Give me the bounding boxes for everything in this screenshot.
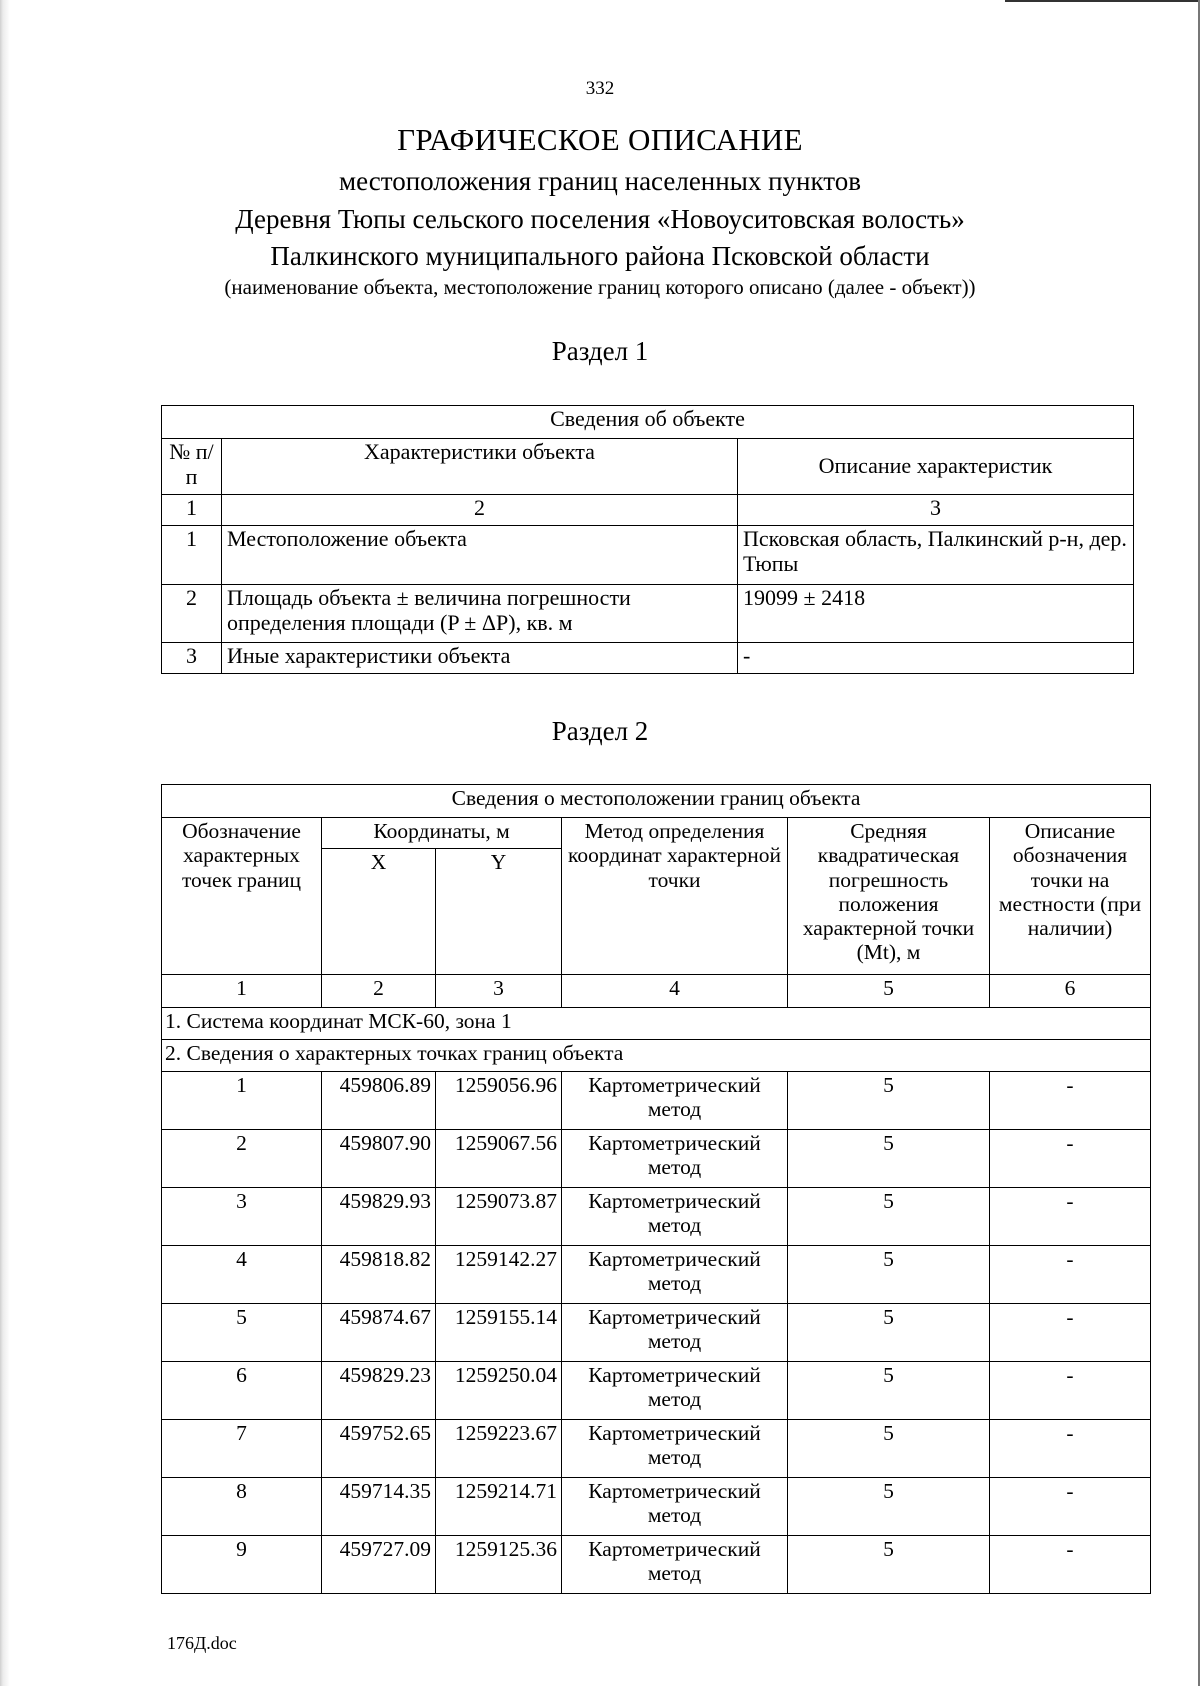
mt: 5 — [788, 1188, 990, 1246]
boundary-points-table — [161, 784, 1151, 1594]
table-row — [162, 1072, 1151, 1130]
mt: 5 — [788, 1130, 990, 1188]
row-num: 1 — [162, 526, 222, 585]
header-x: X — [322, 849, 436, 975]
point-description: - — [990, 1478, 1151, 1536]
page-number: 332 — [585, 78, 615, 99]
subtitle-line-3: Палкинского муниципального района Псковской области — [270, 241, 930, 271]
coord-y: 1259223.67 — [436, 1420, 562, 1478]
coord-y: 1259073.87 — [436, 1188, 562, 1246]
table-row — [162, 1478, 1151, 1536]
section-2-heading: Раздел 2 — [551, 716, 649, 746]
point-id: 1 — [162, 1072, 322, 1130]
header-description: Описание обозначения точки на местности (при наличии) — [990, 818, 1151, 975]
row-characteristic: Площадь объекта ± величина погрешности определения площади (P ± ΔP), кв. м — [222, 585, 738, 643]
point-description: - — [990, 1130, 1151, 1188]
row-description: Псковская область, Палкинский р-н, дер. Тюпы — [738, 526, 1134, 585]
table-row — [162, 1188, 1151, 1246]
row-description: - — [738, 643, 1134, 674]
point-id: 2 — [162, 1130, 322, 1188]
header-num: № п/п — [162, 439, 222, 495]
row-num: 2 — [162, 585, 222, 643]
method: Картометрический метод — [562, 1304, 788, 1362]
index-cell: 1 — [162, 975, 322, 1008]
coord-x: 459806.89 — [322, 1072, 436, 1130]
coord-x: 459752.65 — [322, 1420, 436, 1478]
header-point: Обозначение характерных точек границ — [162, 818, 322, 975]
coord-y: 1259250.04 — [436, 1362, 562, 1420]
mt: 5 — [788, 1420, 990, 1478]
table-row — [162, 1362, 1151, 1420]
coord-x: 459829.93 — [322, 1188, 436, 1246]
mt: 5 — [788, 1246, 990, 1304]
header-coords: Координаты, м — [322, 818, 562, 849]
point-id: 3 — [162, 1188, 322, 1246]
index-cell: 2 — [322, 975, 436, 1008]
point-id: 6 — [162, 1362, 322, 1420]
method: Картометрический метод — [562, 1188, 788, 1246]
index-cell: 1 — [162, 495, 222, 526]
method: Картометрический метод — [562, 1362, 788, 1420]
point-description: - — [990, 1188, 1151, 1246]
row-characteristic: Местоположение объекта — [222, 526, 738, 585]
point-id: 8 — [162, 1478, 322, 1536]
point-id: 4 — [162, 1246, 322, 1304]
row-num: 3 — [162, 643, 222, 674]
point-description: - — [990, 1304, 1151, 1362]
coord-y: 1259155.14 — [436, 1304, 562, 1362]
coord-y: 1259125.36 — [436, 1536, 562, 1594]
coord-y: 1259142.27 — [436, 1246, 562, 1304]
subtitle-line-2: Деревня Тюпы сельского поселения «Новоуситовская волость» — [235, 204, 965, 234]
subtitle-note: (наименование объекта, местоположение границ которого описано (далее - объект)) — [224, 275, 976, 299]
points-heading: 2. Сведения о характерных точках границ объекта — [162, 1040, 1151, 1072]
object-info-table-title: Сведения об объекте — [162, 406, 1134, 439]
scan-top-edge — [1005, 0, 1200, 2]
mt: 5 — [788, 1478, 990, 1536]
table-row — [162, 643, 1134, 674]
table-row — [162, 1536, 1151, 1594]
index-cell: 3 — [436, 975, 562, 1008]
point-id: 9 — [162, 1536, 322, 1594]
mt: 5 — [788, 1362, 990, 1420]
table-row — [162, 585, 1134, 643]
method: Картометрический метод — [562, 1478, 788, 1536]
header-description: Описание характеристик — [738, 439, 1134, 495]
boundary-table-title: Сведения о местоположении границ объекта — [162, 785, 1151, 818]
coord-x: 459807.90 — [322, 1130, 436, 1188]
index-cell: 6 — [990, 975, 1151, 1008]
file-name-footer: 176Д.doc — [167, 1633, 237, 1653]
row-description: 19099 ± 2418 — [738, 585, 1134, 643]
mt: 5 — [788, 1072, 990, 1130]
mt: 5 — [788, 1304, 990, 1362]
point-description: - — [990, 1536, 1151, 1594]
point-description: - — [990, 1072, 1151, 1130]
coord-y: 1259056.96 — [436, 1072, 562, 1130]
header-method: Метод определения координат характерной точки — [562, 818, 788, 975]
mt: 5 — [788, 1536, 990, 1594]
index-cell: 2 — [222, 495, 738, 526]
point-description: - — [990, 1362, 1151, 1420]
table-row — [162, 526, 1134, 585]
coord-x: 459874.67 — [322, 1304, 436, 1362]
coord-system: 1. Система координат МСК-60, зона 1 — [162, 1008, 1151, 1040]
point-id: 5 — [162, 1304, 322, 1362]
table-row — [162, 1130, 1151, 1188]
coord-x: 459727.09 — [322, 1536, 436, 1594]
coord-y: 1259214.71 — [436, 1478, 562, 1536]
header-y: Y — [436, 849, 562, 975]
method: Картометрический метод — [562, 1536, 788, 1594]
header-characteristic: Характеристики объекта — [222, 439, 738, 495]
point-description: - — [990, 1246, 1151, 1304]
section-1-heading: Раздел 1 — [551, 336, 649, 366]
table-row — [162, 1304, 1151, 1362]
object-info-table — [161, 405, 1134, 674]
index-cell: 3 — [738, 495, 1134, 526]
point-description: - — [990, 1420, 1151, 1478]
point-id: 7 — [162, 1420, 322, 1478]
index-cell: 5 — [788, 975, 990, 1008]
coord-x: 459714.35 — [322, 1478, 436, 1536]
coord-x: 459829.23 — [322, 1362, 436, 1420]
method: Картометрический метод — [562, 1420, 788, 1478]
index-cell: 4 — [562, 975, 788, 1008]
coord-x: 459818.82 — [322, 1246, 436, 1304]
table-row — [162, 1246, 1151, 1304]
row-characteristic: Иные характеристики объекта — [222, 643, 738, 674]
coord-y: 1259067.56 — [436, 1130, 562, 1188]
method: Картометрический метод — [562, 1130, 788, 1188]
table-row — [162, 1420, 1151, 1478]
subtitle-line-1: местоположения границ населенных пунктов — [339, 166, 861, 196]
method: Картометрический метод — [562, 1246, 788, 1304]
header-error: Средняя квадратическая погрешность положения характерной точки (Mt), м — [788, 818, 990, 975]
document-title: ГРАФИЧЕСКОЕ ОПИСАНИЕ — [397, 122, 803, 157]
method: Картометрический метод — [562, 1072, 788, 1130]
